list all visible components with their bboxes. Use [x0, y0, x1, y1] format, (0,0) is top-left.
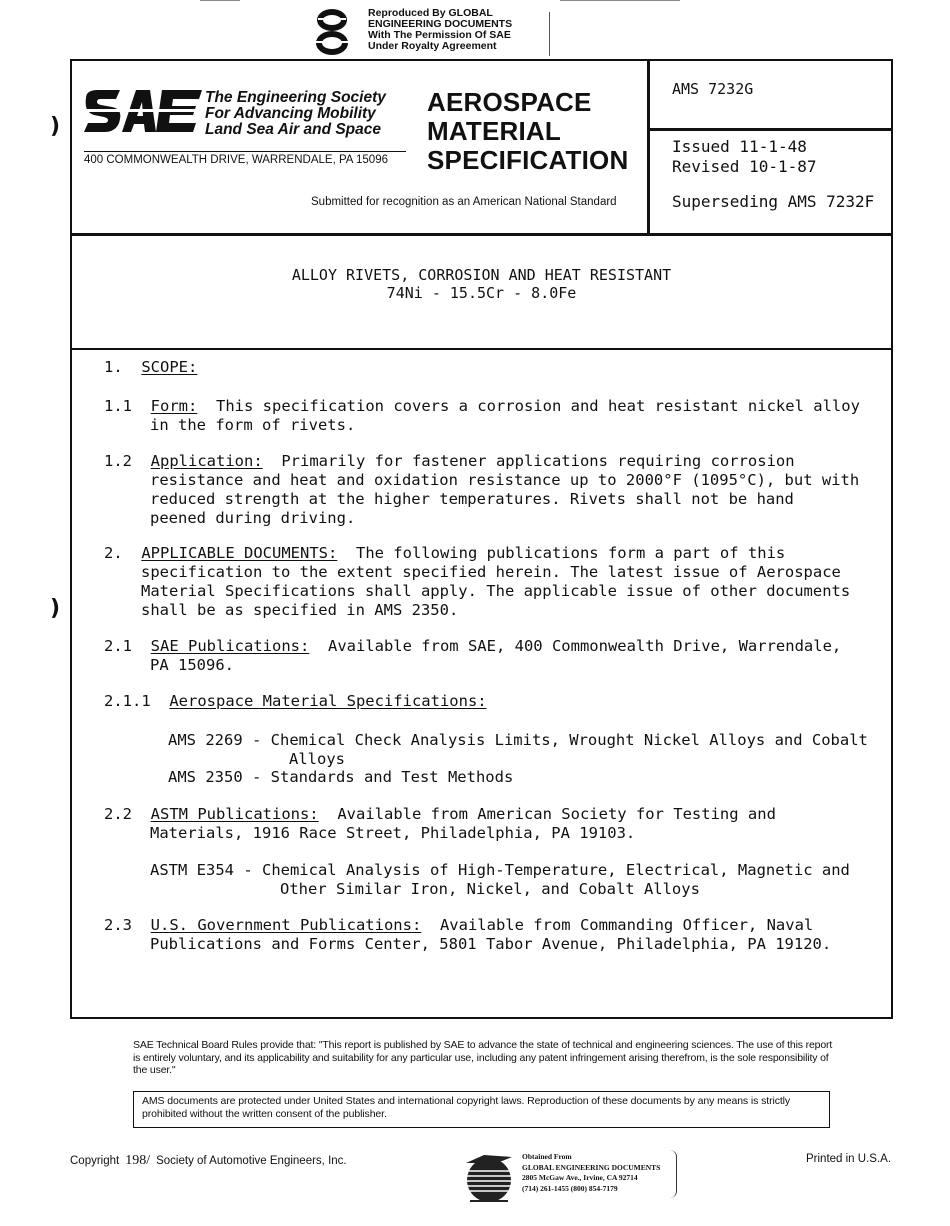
- stamp-line: ENGINEERING DOCUMENTS: [368, 18, 513, 30]
- scan-artifact: [560, 0, 680, 1]
- stamp-divider: [549, 12, 550, 56]
- paragraph-line: specification to the extent specified herein. The latest issue of Aerospace: [141, 563, 841, 581]
- technical-board-rules: SAE Technical Board Rules provide that: "This report is published by SAE to advance the state of technical and engineering sciences. The use of this report is entirely voluntary, and its applicability and suitability for any particular use, including any patent infringement arising therefrom, is the sole responsibility of the user.": [133, 1039, 833, 1076]
- title-line: ALLOY RIVETS, CORROSION AND HEAT RESISTANT: [291, 266, 672, 284]
- document-type-heading: [427, 88, 628, 175]
- paragraph-line: resistance and heat and oxidation resistance up to 2000°F (1095°C), but with: [150, 471, 860, 489]
- spec-number-divider: [647, 128, 893, 131]
- copyright-notice-box: AMS documents are protected under United States and international copyright laws. Reproduction of these documents by any means is strictly prohibited without the written consent of the publisher.: [133, 1091, 830, 1128]
- paragraph-line: Primarily for fastener applications requiring corrosion: [281, 452, 795, 470]
- global-logo-icon: [312, 8, 352, 56]
- tagline-line: For Advancing Mobility: [205, 105, 376, 122]
- copyright-year: 198/: [125, 1153, 151, 1168]
- section-number: 2.3: [104, 916, 132, 934]
- copyright-holder: Society of Automotive Engineers, Inc.: [156, 1155, 347, 1167]
- section-1: [104, 358, 197, 377]
- section-heading: Application:: [150, 452, 263, 470]
- stamp-line: With The Permission Of SAE: [368, 29, 511, 41]
- paragraph-line: Materials, 1916 Race Street, Philadelphia, PA 19103.: [150, 824, 636, 842]
- reference-entry: ASTM E354 - Chemical Analysis of High-Temperature, Electrical, Magnetic and: [150, 861, 850, 879]
- paragraph-line: shall be as specified in AMS 2350.: [141, 601, 459, 619]
- scan-artifact: [200, 0, 240, 1]
- paragraph-line: This specification covers a corrosion and heat resistant nickel alloy: [216, 397, 860, 415]
- sae-address: 400 COMMONWEALTH DRIVE, WARRENDALE, PA 15096: [84, 154, 388, 166]
- tagline-line: The Engineering Society: [205, 89, 386, 106]
- section-2-2: [104, 805, 776, 824]
- society-tagline: [205, 90, 386, 138]
- paragraph-line: reduced strength at the higher temperatures. Rivets shall not be hand: [150, 490, 794, 508]
- copyright-label: Copyright: [70, 1155, 120, 1167]
- section-2-1: [104, 637, 841, 656]
- section-1-1: [104, 397, 860, 416]
- section-heading: Aerospace Material Specifications:: [169, 692, 487, 710]
- section-2-3: [104, 916, 813, 935]
- tagline-line: Land Sea Air and Space: [205, 121, 382, 138]
- section-heading: Form:: [150, 397, 198, 415]
- paragraph-line: in the form of rivets.: [150, 416, 356, 434]
- header-vertical-divider: [647, 59, 650, 235]
- section-heading: ASTM Publications:: [150, 805, 319, 823]
- section-heading: SCOPE:: [141, 358, 198, 376]
- header-divider: [70, 233, 893, 236]
- paragraph-line: PA 15096.: [150, 656, 234, 674]
- address-rule: [84, 151, 406, 152]
- change-bar-mark: ): [50, 114, 61, 139]
- section-1-2: [104, 452, 795, 471]
- section-number: 2.2: [104, 805, 132, 823]
- stamp-line: Reproduced By GLOBAL: [368, 7, 493, 19]
- copyright-line: [70, 1153, 347, 1169]
- obtained-from-stamp: [522, 1152, 660, 1194]
- paragraph-line: Available from SAE, 400 Commonwealth Drive, Warrendale,: [327, 637, 842, 655]
- section-number: 2.1: [104, 637, 132, 655]
- section-heading: SAE Publications:: [150, 637, 310, 655]
- sae-logo-icon: [84, 90, 202, 132]
- paragraph-line: peened during driving.: [150, 509, 356, 527]
- reference-entry-continued: Alloys: [289, 750, 345, 768]
- obtained-line: (714) 261-1455 (800) 854-7179: [522, 1183, 618, 1193]
- section-2: [104, 544, 785, 563]
- obtained-line: GLOBAL ENGINEERING DOCUMENTS: [522, 1162, 661, 1172]
- section-number: 2.: [104, 544, 123, 562]
- section-heading: U.S. Government Publications:: [150, 916, 422, 934]
- stamp-bracket: [670, 1150, 677, 1198]
- reproduction-stamp: [312, 6, 557, 58]
- paragraph-line: Material Specifications shall apply. The applicable issue of other documents: [141, 582, 851, 600]
- doc-type-line: MATERIAL: [427, 116, 561, 146]
- superseding-note: Superseding AMS 7232F: [672, 192, 875, 211]
- document-title: [70, 266, 893, 302]
- obtained-line: 2805 McGaw Ave., Irvine, CA 92714: [522, 1173, 638, 1182]
- reference-entry: AMS 2269 - Chemical Check Analysis Limits, Wrought Nickel Alloys and Cobalt: [168, 731, 868, 749]
- section-2-1-1: [104, 692, 487, 711]
- ansi-submission-note: Submitted for recognition as an American National Standard: [311, 196, 617, 208]
- revised-date: Revised 10-1-87: [672, 157, 817, 176]
- title-subline: 74Ni - 15.5Cr - 8.0Fe: [386, 284, 577, 302]
- spec-number: AMS 7232G: [672, 80, 754, 98]
- reference-entry: AMS 2350 - Standards and Test Methods: [168, 768, 514, 786]
- reference-entry-continued: Other Similar Iron, Nickel, and Cobalt Alloys: [280, 880, 700, 898]
- paragraph-line: Available from American Society for Testing and: [337, 805, 776, 823]
- paragraph-line: Publications and Forms Center, 5801 Tabor Avenue, Philadelphia, PA 19120.: [150, 935, 832, 953]
- stamp-line: Under Royalty Agreement: [368, 40, 497, 52]
- global-globe-logo-icon: [462, 1151, 516, 1205]
- section-number: 2.1.1: [104, 692, 151, 710]
- title-divider: [70, 348, 893, 350]
- printed-in: Printed in U.S.A.: [806, 1153, 892, 1165]
- paragraph-line: The following publications form a part of this: [355, 544, 786, 562]
- paragraph-line: Available from Commanding Officer, Naval: [439, 916, 814, 934]
- obtained-line: Obtained From: [522, 1152, 572, 1161]
- section-number: 1.: [104, 358, 123, 376]
- section-number: 1.2: [104, 452, 132, 470]
- doc-type-line: AEROSPACE: [427, 87, 592, 117]
- stamp-text: [368, 8, 512, 52]
- doc-type-line: SPECIFICATION: [427, 145, 629, 175]
- issued-date: Issued 11-1-48: [672, 137, 807, 156]
- section-heading: APPLICABLE DOCUMENTS:: [141, 544, 338, 562]
- change-bar-mark: ): [50, 596, 61, 621]
- section-number: 1.1: [104, 397, 132, 415]
